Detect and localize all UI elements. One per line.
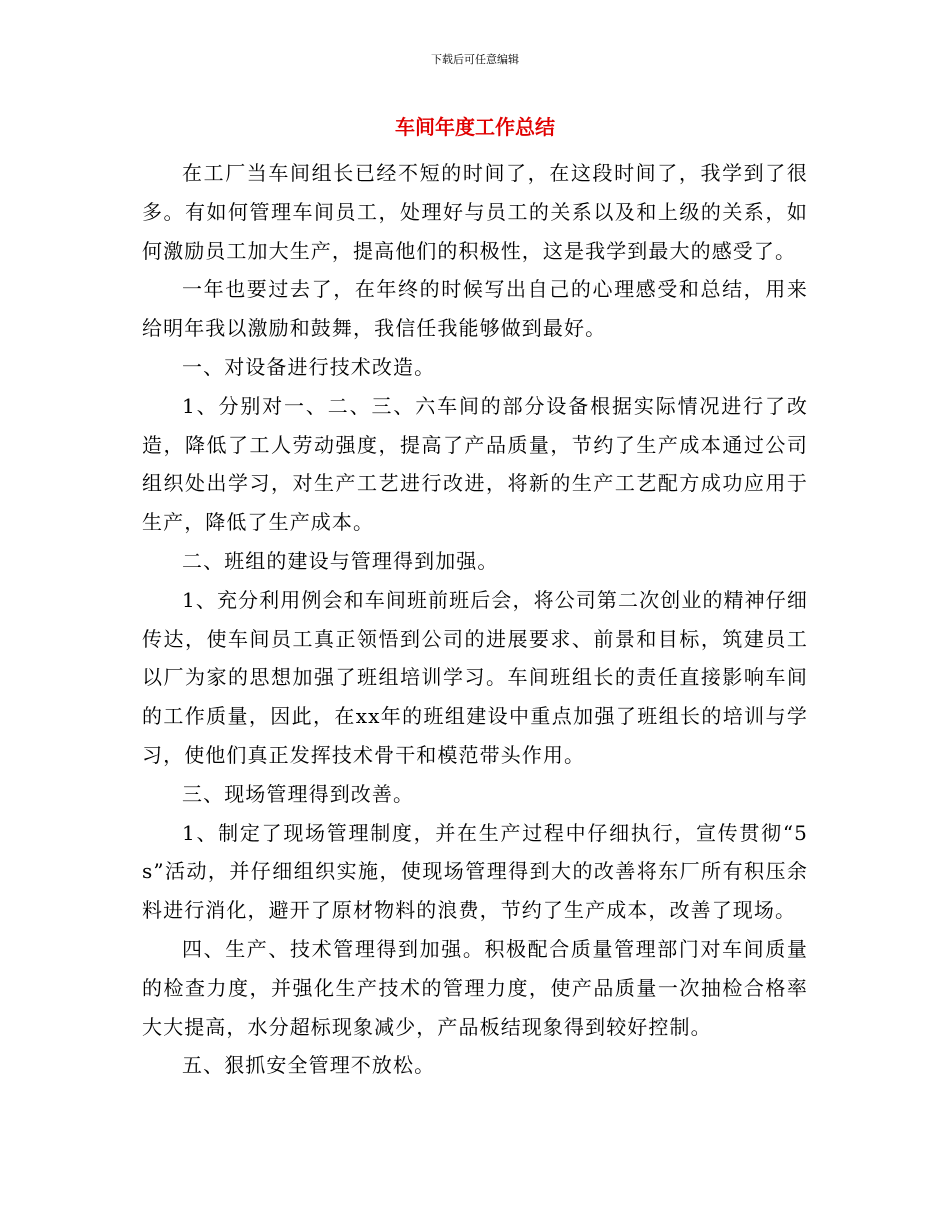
paragraph-production: 四、生产、技术管理得到加强。积极配合质量管理部门对车间质量的检查力度，并强化生产技术的管理力度，使产品质量一次抽检合格率大大提高，水分超标现象减少，产品板结现象得到较好控制。 [142,936,808,1039]
paragraph-intro: 在工厂当车间组长已经不短的时间了，在这段时间了，我学到了很多。有如何管理车间员工，处理好与员工的关系以及和上级的关系，如何激励员工加大生产，提高他们的积极性，这是我学到最大的感受了。 [142,161,808,263]
paragraph-equipment: 1、分别对一、二、三、六车间的部分设备根据实际情况进行了改造，降低了工人劳动强度，提高了产品质量，节约了生产成本通过公司组织处出学习，对生产工艺进行改进，将新的生产工艺配方成功应用于生产，降低了生产成本。 [142,393,808,535]
header-note: 下载后可任意编辑 [431,53,519,66]
document-title: 车间年度工作总结 [395,115,555,139]
section-heading-team: 二、班组的建设与管理得到加强。 [182,548,499,573]
paragraph-team: 1、充分利用例会和车间班前班后会，将公司第二次创业的精神仔细传达，使车间员工真正领悟到公司的进展要求、前景和目标，筑建员工以厂为家的思想加强了班组培训学习。车间班组长的责任直接影响车间的工作质量，因此，在xx年的班组建设中重点加强了班组长的培训与学习，使他们真正发挥技术骨干和模范带头作用。 [142,587,808,767]
section-heading-equipment: 一、对设备进行技术改造。 [182,354,436,379]
section-heading-site: 三、现场管理得到改善。 [182,781,415,806]
section-heading-safety: 五、狠抓安全管理不放松。 [182,1053,436,1078]
paragraph-outlook: 一年也要过去了，在年终的时候写出自己的心理感受和总结，用来给明年我以激励和鼓舞，我信任我能够做到最好。 [142,277,808,341]
document-body [142,154,808,1085]
paragraph-site: 1、制定了现场管理制度，并在生产过程中仔细执行，宣传贯彻“5s”活动，并仔细组织实施，使现场管理得到大的改善将东厂所有积压余料进行消化，避开了原材物料的浪费，节约了生产成本，改善了现场。 [142,820,808,923]
